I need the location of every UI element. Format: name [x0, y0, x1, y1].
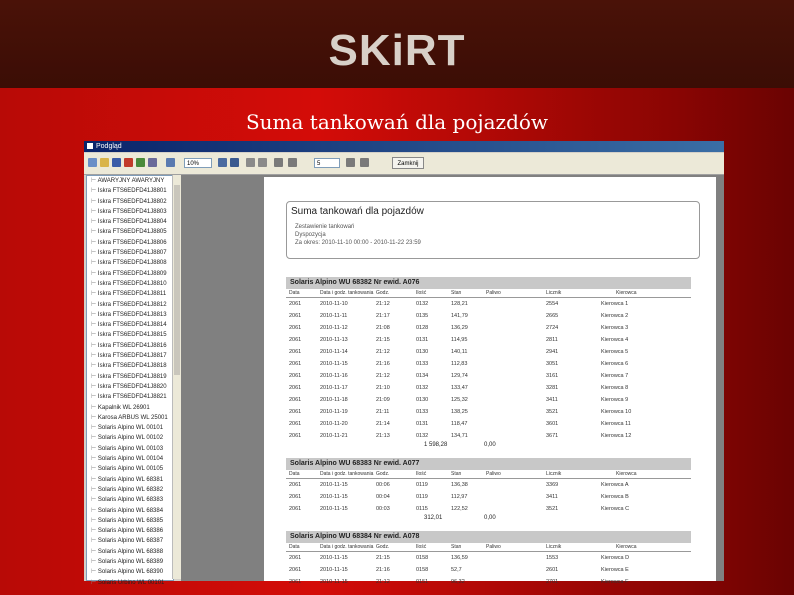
column-header: Data i godz. tankowania	[320, 290, 374, 296]
table-row	[286, 394, 691, 406]
column-header: Ilość	[416, 290, 427, 296]
table-cell: 2061	[289, 373, 302, 379]
page-view-icon[interactable]	[230, 158, 239, 167]
table-cell: 2010-11-14	[320, 349, 348, 355]
table-cell: 0135	[416, 313, 429, 319]
export-icon[interactable]	[136, 158, 145, 167]
table-cell: 141,79	[451, 313, 468, 319]
section-total-2: 0,00	[484, 515, 496, 521]
tree-item[interactable]: ⊢ Iskra FTS6EDFD41J8806	[87, 238, 173, 248]
table-cell: 2010-11-15	[320, 482, 348, 488]
tree-item[interactable]: ⊢ Karosa ARBUS WL 25001	[87, 413, 173, 423]
table-cell: 122,52	[451, 506, 468, 512]
table-cell: 3601	[546, 421, 559, 427]
table-row	[286, 310, 691, 322]
tree-item[interactable]: ⊢ Solaris Alpino WL 68388	[87, 547, 173, 557]
table-cell: 0158	[416, 567, 429, 573]
table-cell: Kierowca 11	[601, 421, 631, 427]
tree-item[interactable]: ⊢ Iskra FTS6EDFD41J8811	[87, 289, 173, 299]
column-header: Ilość	[416, 471, 427, 477]
table-cell: 52,7	[451, 567, 462, 573]
table-cell: Kierowca 2	[601, 313, 629, 319]
table-cell: 2010-11-15	[320, 579, 348, 585]
table-cell: 3369	[546, 482, 559, 488]
table-cell: 2010-11-18	[320, 397, 348, 403]
table-cell: Kierowca C	[601, 506, 630, 512]
tree-item[interactable]: ⊢ Iskra FTS6EDFD41J8814	[87, 320, 173, 330]
table-cell: 2601	[546, 567, 559, 573]
section-total: 312,01	[424, 515, 443, 521]
table-row	[286, 576, 691, 588]
table-cell: 2010-11-10	[320, 301, 348, 307]
save-icon[interactable]	[112, 158, 121, 167]
table-row	[286, 479, 691, 491]
column-header: Stan	[451, 290, 462, 296]
table-row	[286, 322, 691, 334]
pdf-icon[interactable]	[124, 158, 133, 167]
table-cell: 0132	[416, 385, 429, 391]
table-row	[286, 430, 691, 442]
tree-item[interactable]: ⊢ Solaris Alpino WL 68389	[87, 557, 173, 567]
report-param: Zestawienie tankowań	[295, 224, 355, 230]
table-row	[286, 298, 691, 310]
table-cell: 2010-11-13	[320, 337, 348, 343]
window-titlebar	[84, 141, 724, 152]
tree-scrollbar[interactable]	[172, 175, 181, 579]
zoom-select[interactable]: 10%	[184, 158, 212, 168]
table-cell: 2061	[289, 482, 302, 488]
column-header: Stan	[451, 471, 462, 477]
tree-item[interactable]: ⊢ Solaris Urbino WL 00101	[87, 578, 173, 588]
tree-item[interactable]: ⊢ Iskra FTS6EDFD41J8808	[87, 258, 173, 268]
first-page-icon[interactable]	[274, 158, 283, 167]
tree-item[interactable]: ⊢ Iskra FTS6EDFD41J8819	[87, 372, 173, 382]
table-cell: 1553	[546, 555, 559, 561]
table-cell: Kierowca 1	[601, 301, 629, 307]
table-cell: 2061	[289, 385, 302, 391]
table-row	[286, 346, 691, 358]
tree-item[interactable]: ⊢ Iskra FTS6EDFD41J8816	[87, 341, 173, 351]
table-cell: 128,21	[451, 301, 468, 307]
table-cell: 21:12	[376, 373, 390, 379]
tree-item[interactable]: ⊢ Solaris Alpino WL 68383	[87, 495, 173, 505]
preview-window	[84, 141, 724, 586]
table-cell: 0158	[416, 555, 429, 561]
table-row	[286, 358, 691, 370]
table-cell: 00:04	[376, 494, 390, 500]
table-cell: 21:12	[376, 301, 390, 307]
column-header: Paliwo	[486, 471, 501, 477]
table-cell: Kierowca A	[601, 482, 629, 488]
table-cell: 00:06	[376, 482, 390, 488]
column-header: Stan	[451, 544, 462, 550]
section-header: Solaris Alpino WU 68384 Nr ewid. A078	[286, 531, 691, 543]
tree-item[interactable]: ⊢ Solaris Alpino WL 68382	[87, 485, 173, 495]
table-cell: 21:15	[376, 555, 390, 561]
tree-item[interactable]: ⊢ Iskra FTS6EDFD41J8818	[87, 361, 173, 371]
page-setup-icon[interactable]	[218, 158, 227, 167]
table-cell: Kierowca 7	[601, 373, 629, 379]
slide-title: SKiRT	[328, 26, 466, 75]
table-row	[286, 406, 691, 418]
tree-item[interactable]: ⊢ Solaris Alpino WL 68390	[87, 567, 173, 577]
tree-item[interactable]: ⊢ AWARYJNY AWARYJNY	[87, 176, 173, 186]
table-cell: 2061	[289, 313, 302, 319]
column-header: Paliwo	[486, 290, 501, 296]
table-cell: 2061	[289, 361, 302, 367]
column-header: Data	[289, 290, 300, 296]
table-cell: 118,47	[451, 421, 468, 427]
column-header-row	[286, 543, 691, 552]
table-cell: 2061	[289, 301, 302, 307]
table-cell: 3671	[546, 433, 559, 439]
table-cell: 2010-11-17	[320, 385, 348, 391]
tree-item[interactable]: ⊢ Solaris Alpino WL 00102	[87, 433, 173, 443]
table-cell: 2701	[546, 579, 559, 585]
table-cell: 2061	[289, 579, 302, 585]
table-cell: 0130	[416, 397, 429, 403]
table-row	[286, 503, 691, 515]
table-cell: 2010-11-15	[320, 555, 348, 561]
tree-item[interactable]: ⊢ Iskra FTS6EDFD41J8805	[87, 227, 173, 237]
table-cell: 00:03	[376, 506, 390, 512]
tree-item[interactable]: ⊢ Solaris Alpino WL 00105	[87, 464, 173, 474]
toolbar	[84, 153, 724, 175]
column-header: Kierowca	[616, 290, 637, 296]
column-header: Paliwo	[486, 544, 501, 550]
table-cell: 0132	[416, 433, 429, 439]
table-cell: 3281	[546, 385, 559, 391]
table-cell: 2811	[546, 337, 558, 343]
tree-item[interactable]: ⊢ Solaris Alpino WL 00103	[87, 444, 173, 454]
table-cell: 0132	[416, 301, 429, 307]
table-cell: 133,47	[451, 385, 468, 391]
column-header: Godz.	[376, 471, 390, 477]
table-cell: 2010-11-12	[320, 325, 348, 331]
tree-item[interactable]: ⊢ Solaris Alpino WL 68387	[87, 536, 173, 546]
table-cell: 2665	[546, 313, 559, 319]
table-cell: 2010-11-11	[320, 313, 348, 319]
single-page-icon[interactable]	[246, 158, 255, 167]
table-cell: 138,25	[451, 409, 468, 415]
table-row	[286, 552, 691, 564]
tree-item[interactable]: ⊢ Solaris Alpino WL 00101	[87, 423, 173, 433]
section-total-2: 0,00	[484, 442, 496, 448]
tree-item[interactable]: ⊢ Iskra FTS6EDFD41J8815	[87, 330, 173, 340]
table-cell: 21:12	[376, 349, 390, 355]
table-cell: 134,71	[451, 433, 468, 439]
column-header-row	[286, 470, 691, 479]
table-cell: 2061	[289, 397, 302, 403]
table-cell: Kierowca E	[601, 567, 629, 573]
table-cell: 2554	[546, 301, 559, 307]
table-cell: 2061	[289, 433, 302, 439]
table-cell: Kierowca 6	[601, 361, 629, 367]
table-cell: 21:16	[376, 567, 390, 573]
table-cell: 3051	[546, 361, 559, 367]
tree-item[interactable]: ⊢ Iskra FTS6EDFD41J8809	[87, 269, 173, 279]
table-cell: Kierowca 8	[601, 385, 629, 391]
table-row	[286, 418, 691, 430]
previous-page-icon[interactable]	[288, 158, 297, 167]
table-row	[286, 491, 691, 503]
table-cell: 2010-11-20	[320, 421, 348, 427]
column-header: Licznik	[546, 471, 562, 477]
table-cell: 0119	[416, 494, 428, 500]
table-cell: 0134	[416, 373, 429, 379]
last-page-icon[interactable]	[360, 158, 369, 167]
tree-item[interactable]: ⊢ Iskra FTS6EDFD41J8804	[87, 217, 173, 227]
table-cell: 136,29	[451, 325, 468, 331]
table-cell: 21:11	[376, 409, 390, 415]
table-cell: 125,32	[451, 397, 468, 403]
section-total: 1 598,28	[424, 442, 448, 448]
page-number-input[interactable]: 5	[314, 158, 340, 168]
table-cell: 2061	[289, 567, 302, 573]
tree-item[interactable]: ⊢ Iskra FTS6EDFD41J8802	[87, 197, 173, 207]
column-header-row	[286, 289, 691, 298]
open-icon[interactable]	[100, 158, 109, 167]
table-cell: 2061	[289, 506, 302, 512]
tree-item[interactable]: ⊢ Iskra FTS6EDFD41J8820	[87, 382, 173, 392]
table-cell: 2010-11-15	[320, 494, 348, 500]
table-cell: 0128	[416, 325, 429, 331]
table-cell: 3521	[546, 506, 559, 512]
table-cell: 21:10	[376, 385, 390, 391]
table-cell: 0131	[416, 337, 429, 343]
table-cell: 3161	[546, 373, 559, 379]
table-cell: Kierowca 12	[601, 433, 632, 439]
table-cell: 2724	[546, 325, 559, 331]
column-header: Data i godz. tankowania	[320, 544, 374, 550]
window-title: Podgląd	[96, 143, 122, 150]
tree-item[interactable]: ⊢ Iskra FTS6EDFD41J8801	[87, 186, 173, 196]
table-cell: 0130	[416, 349, 429, 355]
table-cell: 2061	[289, 325, 302, 331]
table-cell: 2061	[289, 421, 302, 427]
table-row	[286, 382, 691, 394]
next-page-icon[interactable]	[346, 158, 355, 167]
table-cell: 2061	[289, 409, 302, 415]
table-cell: Kierowca F	[601, 579, 629, 585]
table-cell: 2010-11-19	[320, 409, 348, 415]
table-cell: Kierowca 4	[601, 337, 629, 343]
tree-item[interactable]: ⊢ Iskra FTS6EDFD41J8810	[87, 279, 173, 289]
tree-item[interactable]: ⊢ Solaris Alpino WL 00104	[87, 454, 173, 464]
table-cell: 96,32	[451, 579, 465, 585]
section-header: Solaris Alpino WU 68382 Nr ewid. A076	[286, 277, 691, 289]
table-cell: Kierowca 10	[601, 409, 632, 415]
table-cell: 140,11	[451, 349, 468, 355]
table-cell: 2010-11-21	[320, 433, 348, 439]
print-icon[interactable]	[88, 158, 97, 167]
table-cell: 2061	[289, 349, 302, 355]
table-cell: 21:08	[376, 325, 390, 331]
table-cell: 112,83	[451, 361, 468, 367]
table-cell: Kierowca 5	[601, 349, 629, 355]
table-cell: 2010-11-15	[320, 361, 348, 367]
table-cell: 21:16	[376, 361, 390, 367]
table-cell: 21:12	[376, 579, 390, 585]
tree-item[interactable]: ⊢ Iskra FTS6EDFD41J8807	[87, 248, 173, 258]
column-header: Licznik	[546, 544, 562, 550]
table-cell: Kierowca B	[601, 494, 629, 500]
tree-item[interactable]: ⊢ Solaris Alpino WL 68385	[87, 516, 173, 526]
tree-item[interactable]: ⊢ Solaris Alpino WL 68381	[87, 475, 173, 485]
table-cell: 0131	[416, 421, 429, 427]
table-cell: 21:17	[376, 313, 390, 319]
tree-item[interactable]: ⊢ Iskra FTS6EDFD41J8813	[87, 310, 173, 320]
report-param: Za okres: 2010-11-10 00:00 - 2010-11-22 23:59	[295, 240, 421, 246]
table-cell: 136,38	[451, 482, 468, 488]
table-cell: 21:13	[376, 433, 390, 439]
two-pages-icon[interactable]	[258, 158, 267, 167]
table-cell: 21:15	[376, 337, 390, 343]
tree-item[interactable]: ⊢ Iskra FTS6EDFD41J8821	[87, 392, 173, 402]
tree-item[interactable]: ⊢ Iskra FTS6EDFD41J8817	[87, 351, 173, 361]
column-header: Godz.	[376, 544, 390, 550]
app-icon	[87, 143, 93, 149]
table-cell: 0133	[416, 361, 429, 367]
table-cell: 0119	[416, 482, 428, 488]
tree-item[interactable]: ⊢ Solaris Alpino WL 68386	[87, 526, 173, 536]
tree-item[interactable]: ⊢ Solaris Alpino WL 68384	[87, 506, 173, 516]
slide-subtitle: Suma tankowań dla pojazdów	[245, 110, 549, 134]
column-header: Ilość	[416, 544, 427, 550]
report-title-box	[286, 201, 700, 259]
column-header: Data i godz. tankowania	[320, 471, 374, 477]
table-cell: 112,97	[451, 494, 468, 500]
table-cell: 21:14	[376, 421, 390, 427]
report-param: Dyspozycja	[295, 232, 326, 238]
table-cell: Kierowca D	[601, 555, 630, 561]
column-header: Godz.	[376, 290, 390, 296]
report-page	[264, 177, 716, 585]
table-cell: 0133	[416, 409, 429, 415]
table-cell: 136,59	[451, 555, 468, 561]
table-cell: 2061	[289, 555, 302, 561]
table-cell: 3521	[546, 409, 559, 415]
section-header: Solaris Alpino WU 68383 Nr ewid. A077	[286, 458, 691, 470]
column-header: Data	[289, 471, 300, 477]
table-cell: 21:09	[376, 397, 390, 403]
table-cell: 2010-11-15	[320, 506, 348, 512]
table-cell: 2061	[289, 337, 302, 343]
table-cell: 2010-11-15	[320, 567, 348, 573]
table-cell: 0151	[416, 579, 429, 585]
column-header: Licznik	[546, 290, 562, 296]
table-cell: 2061	[289, 494, 302, 500]
scrollbar-thumb[interactable]	[174, 185, 180, 375]
table-cell: 0115	[416, 506, 428, 512]
table-cell: 2010-11-16	[320, 373, 348, 379]
column-header: Kierowca	[616, 471, 637, 477]
table-cell: 114,95	[451, 337, 468, 343]
close-button[interactable]: Zamknij	[392, 157, 424, 169]
tree-item[interactable]: ⊢ Iskra FTS6EDFD41J8803	[87, 207, 173, 217]
table-cell: 129,74	[451, 373, 468, 379]
table-row	[286, 564, 691, 576]
vehicle-tree	[86, 175, 174, 586]
find-icon[interactable]	[148, 158, 157, 167]
table-cell: 3411	[546, 397, 558, 403]
table-cell: Kierowca 3	[601, 325, 629, 331]
tree-item[interactable]: ⊢ Iskra FTS6EDFD41J8812	[87, 300, 173, 310]
report-viewport	[181, 175, 724, 585]
column-header: Data	[289, 544, 300, 550]
table-cell: 3411	[546, 494, 558, 500]
table-row	[286, 334, 691, 346]
report-title: Suma tankowań dla pojazdów	[291, 206, 424, 217]
table-row	[286, 370, 691, 382]
tree-item[interactable]: ⊢ Kapalnik WL 26901	[87, 403, 173, 413]
table-cell: 2941	[546, 349, 559, 355]
zoom-icon[interactable]	[166, 158, 175, 167]
table-cell: Kierowca 9	[601, 397, 629, 403]
column-header: Kierowca	[616, 544, 637, 550]
